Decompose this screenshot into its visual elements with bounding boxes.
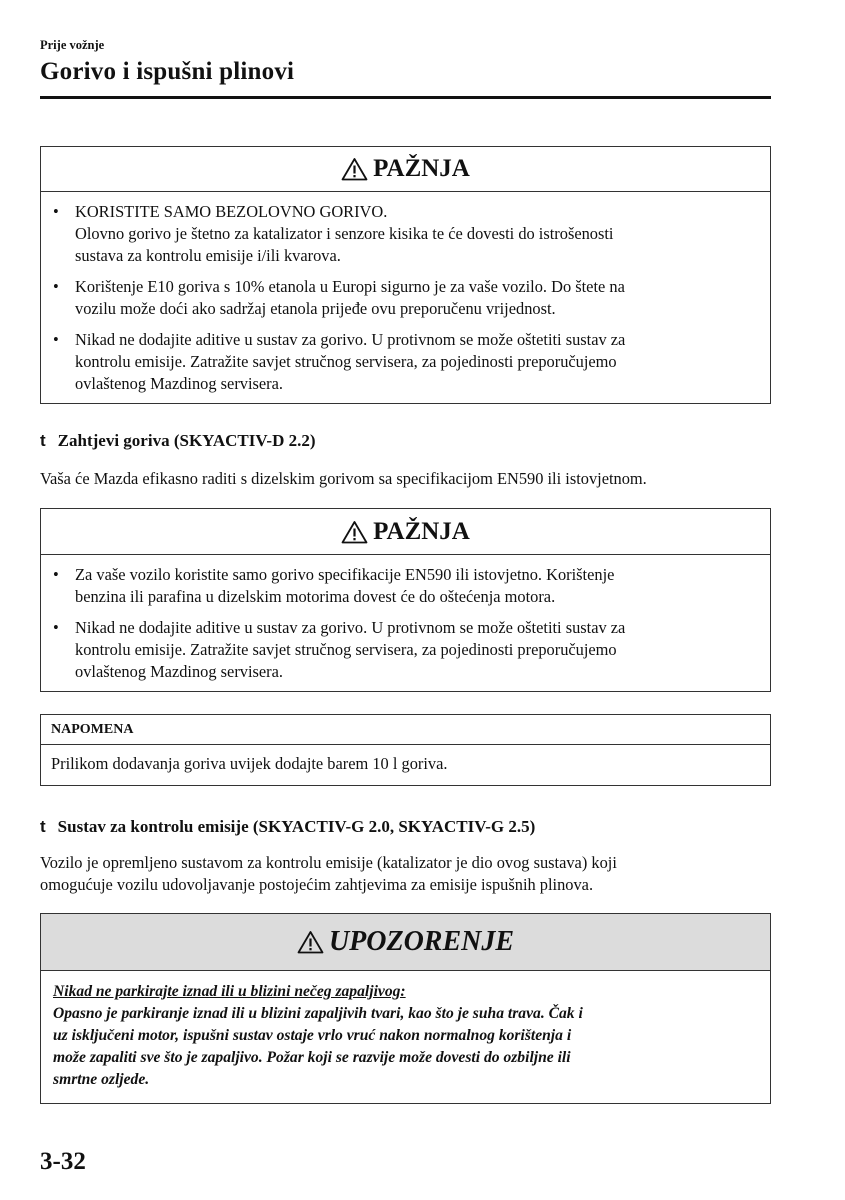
section-label: Prije vožnje: [40, 38, 105, 52]
caution-item: • Za vaše vozilo koristite samo gorivo specifikacije EN590 ili istovjetno. Korištenje benzina ili parafina u dizelskim motorima dovest će do oštećenja motora.: [53, 565, 615, 606]
caution-body: [41, 555, 770, 691]
warning-label: UPOZORENJE: [328, 926, 515, 957]
caution-item: • Korištenje E10 goriva s 10% etanola u Europi sigurno je za vaše vozilo. Do štete na vozilu može doći ako sadržaj etanola prijeđe ovu preporučenu vrijednost.: [53, 277, 625, 318]
section-heading-emission-control: t Sustav za kontrolu emisije (SKYACTIV-G 2.0, SKYACTIV-G 2.5): [40, 817, 536, 836]
caution-label: PAŽNJA: [373, 155, 470, 182]
page-number: 3-32: [40, 1148, 86, 1175]
warning-subheading: Nikad ne parkirajte iznad ili u blizini nečeg zapaljivog:: [53, 983, 406, 1000]
section-text-emission-control: Vozilo je opremljeno sustavom za kontrolu emisije (katalizator je dio ovog sustava) koji omogućuje vozilu udovoljavanje postojećim zahtjevima za emisije ispušnih plinova.: [40, 853, 617, 894]
note-heading: NAPOMENA: [41, 715, 770, 745]
caution-heading: [41, 509, 770, 555]
section-marker: t: [40, 817, 46, 836]
warning-box: [40, 913, 771, 1104]
warning-body: Nikad ne parkirajte iznad ili u blizini nečeg zapaljivog: Opasno je parkiranje iznad ili u blizini zapaljivih tvari, kao što je suha trava. Čak i uz isključeni motor, ispušni sustav ostaje vrlo vruć nakon normalnog korištenja i može zapaliti sve što je zapaljivo. Požar koji se razvije može dovesti do ozbiljne ili smrtne ozljede.: [41, 971, 770, 1103]
title-divider: [40, 96, 771, 99]
caution-box-fuel: [40, 146, 771, 404]
caution-label: PAŽNJA: [373, 517, 470, 545]
note-text: Prilikom dodavanja goriva uvijek dodajte barem 10 l goriva.: [51, 754, 448, 773]
section-marker: t: [40, 431, 46, 450]
caution-item: • KORISTITE SAMO BEZOLOVNO GORIVO. Olovno gorivo je štetno za katalizator i senzore kisika te će dovesti do istrošenosti sustava za kontrolu emisije i/ili kvarova.: [53, 202, 614, 265]
caution-box-diesel: [40, 508, 771, 692]
section-heading-fuel-requirements: t Zahtjevi goriva (SKYACTIV-D 2.2): [40, 431, 316, 450]
section-text-fuel-requirements: Vaša će Mazda efikasno raditi s dizelskim gorivom sa specifikacijom EN590 ili istovjetnom.: [40, 469, 647, 488]
bullet-marker: •: [53, 277, 59, 296]
warning-triangle-icon: [341, 520, 368, 544]
bullet-marker: •: [53, 330, 59, 349]
caution-item: • Nikad ne dodajite aditive u sustav za gorivo. U protivnom se može oštetiti sustav za kontrolu emisije. Zatražite savjet stručnog servisera, za pojedinosti preporučujemo ovlaštenog Mazdinog servisera.: [53, 330, 626, 393]
warning-triangle-icon: [341, 157, 368, 181]
bullet-marker: •: [53, 565, 59, 584]
page-title: Gorivo i ispušni plinovi: [40, 58, 295, 85]
bullet-marker: •: [53, 202, 59, 221]
warning-triangle-icon: [297, 930, 324, 954]
caution-heading: [41, 147, 770, 192]
caution-body: [41, 192, 770, 403]
warning-heading: [41, 914, 770, 971]
caution-item: • Nikad ne dodajite aditive u sustav za gorivo. U protivnom se može oštetiti sustav za kontrolu emisije. Zatražite savjet stručnog servisera, za pojedinosti preporučujemo ovlaštenog Mazdinog servisera.: [53, 618, 626, 681]
note-box: [40, 714, 771, 786]
bullet-marker: •: [53, 618, 59, 637]
